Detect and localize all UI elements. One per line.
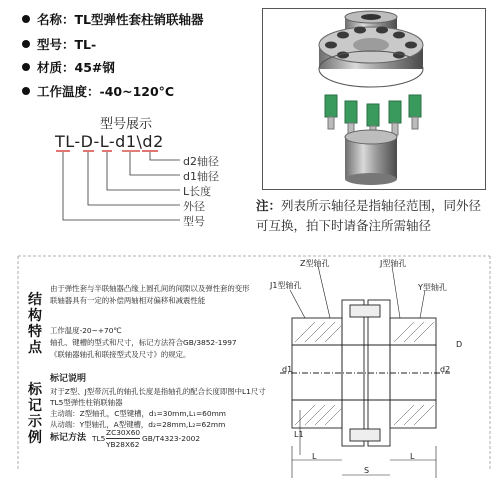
structure-line: 由于弹性套与半联轴器凸缘上圆孔间的间隙以及弹性套的变形	[50, 284, 250, 293]
marking-line: 主动端：Z型轴孔，C型键槽，d₁=30mm,L₁=60mm	[50, 409, 226, 418]
marking-title: 标记说明	[50, 374, 87, 384]
label-d1: d1轴径	[183, 170, 219, 183]
diagram-label-j1-bore: J1型轴孔	[270, 281, 302, 290]
label-outer-diameter: 外径	[183, 200, 205, 213]
marking-method-prefix: TL5	[92, 434, 106, 443]
diagram-label-z-bore: Z型轴孔	[300, 259, 330, 268]
marking-fraction-bottom: YB28X62	[106, 440, 140, 449]
diagram-label-l1: L1	[294, 430, 304, 439]
diagram-label-l-right: L	[410, 452, 415, 461]
structure-line: 工作温度-20~+70℃	[50, 326, 122, 335]
marking-standard: GB/T4323-2002	[142, 434, 201, 443]
structure-line: 《联轴器轴孔和联接型式及尺寸》的规定。	[50, 350, 191, 359]
marking-line: 对于Z型、J型带沉孔的轴孔长度是指轴孔的配合长度即图中L1尺寸	[50, 387, 266, 396]
model-code: TL-D-L-d1\d2	[55, 132, 164, 151]
diagram-label-j-bore: J型轴孔	[380, 259, 407, 268]
diagram-label-d: D	[456, 340, 463, 349]
structure-heading: 结构特点	[28, 292, 42, 356]
diagram-label-d2: d2	[440, 365, 451, 374]
label-length: L长度	[183, 185, 212, 198]
label-model: 型号	[183, 215, 205, 228]
marking-line: 从动端：Y型轴孔，A型键槽，d₂=28mm,L₂=62mm	[50, 420, 226, 429]
spec-name: 名称：TL型弹性套柱销联轴器	[22, 12, 204, 28]
spec-model: 型号：TL-	[22, 37, 96, 53]
marking-heading: 标记示例	[28, 382, 42, 446]
marking-method-label: 标记方法	[50, 433, 87, 443]
structure-line: 轴孔、键槽的型式和尺寸，标记方法符合GB/3852-1997	[50, 338, 237, 347]
note: 注：列表所示轴径是指轴径范围，同外径可互换，拍下时请备注所需轴径	[256, 198, 482, 233]
diagram-label-l-left: L	[312, 452, 317, 461]
model-display-title: 型号展示	[100, 117, 153, 132]
diagram-label-d1: d1	[282, 365, 293, 374]
spec-material: 材质：45#钢	[22, 60, 115, 76]
diagram-label-y-bore: Y型轴孔	[418, 283, 447, 292]
marking-line: TL5型弹性柱销联轴器	[50, 398, 123, 407]
spec-temperature: 工作温度：-40~120°C	[22, 84, 174, 100]
label-d2: d2轴径	[183, 155, 219, 168]
marking-fraction-top: ZC30X60	[106, 428, 141, 437]
structure-line: 联轴器具有一定的补偿两轴相对偏移和减震性能	[50, 296, 206, 305]
diagram-label-s: S	[364, 466, 370, 475]
